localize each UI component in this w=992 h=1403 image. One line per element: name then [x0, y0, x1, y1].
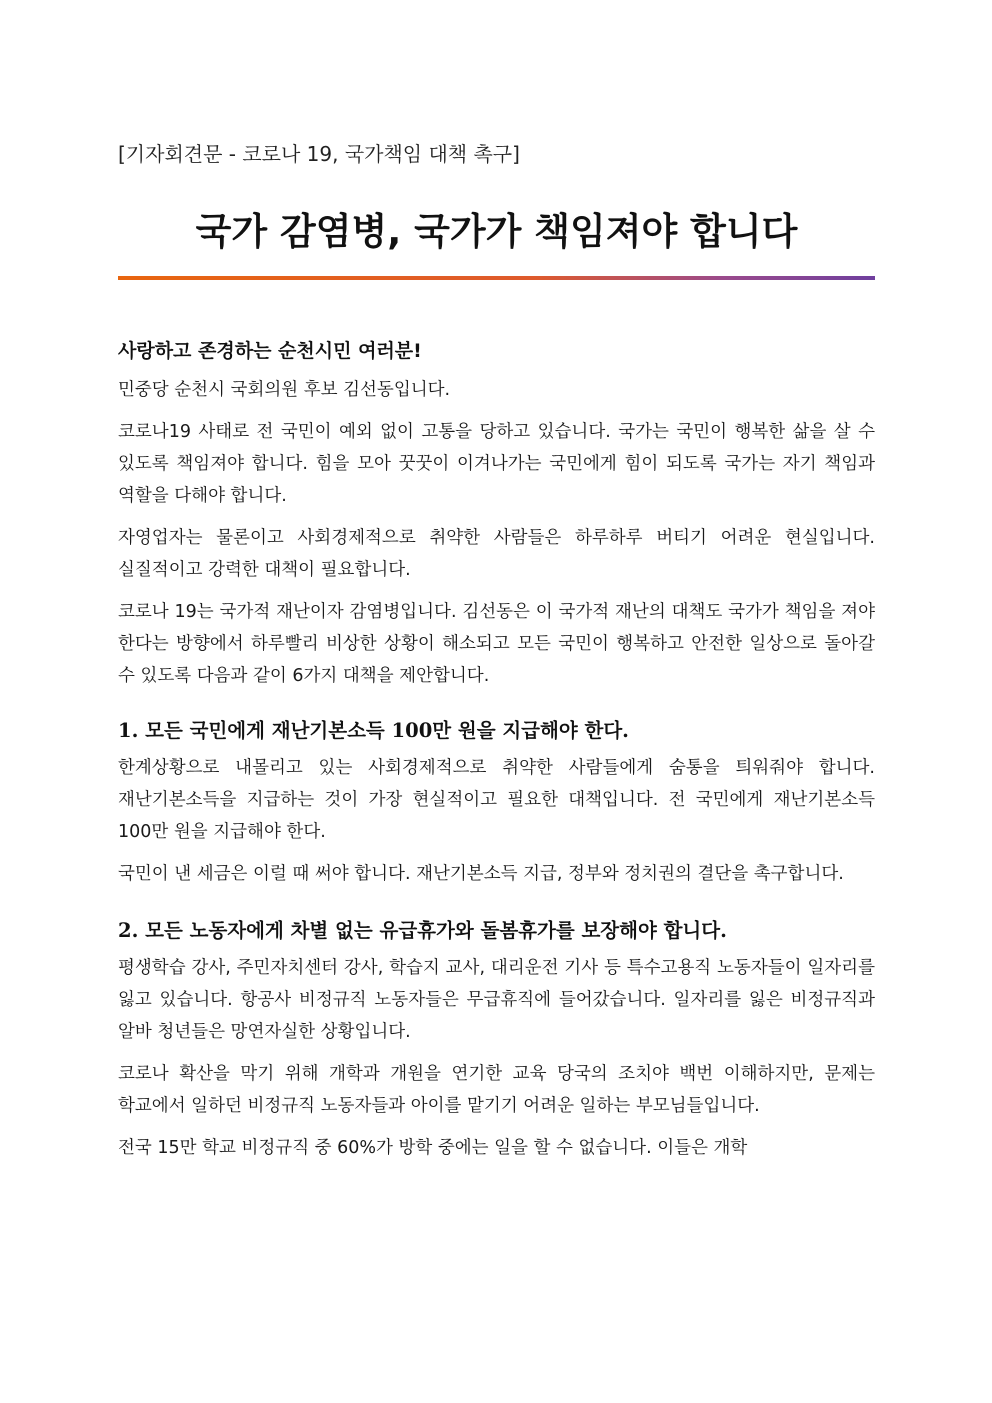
greeting: 사랑하고 존경하는 순천시민 여러분!: [118, 340, 422, 362]
intro-paragraph: 자영업자는 물론이고 사회경제적으로 취약한 사람들은 하루하루 버티기 어려운 현실입니다. 실질적이고 강력한 대책이 필요합니다.: [118, 528, 875, 580]
section-2-paragraph: 코로나 확산을 막기 위해 개학과 개원을 연기한 교육 당국의 조치야 백번 이해하지만, 문제는 학교에서 일하던 비정규직 노동자들과 아이를 맡기기 어려운 일하는 부모님들입니다.: [118, 1064, 875, 1116]
intro-paragraph: 코로나19 사태로 전 국민이 예외 없이 고통을 당하고 있습니다. 국가는 국민이 행복한 삶을 살 수 있도록 책임져야 합니다. 힘을 모아 꿋꿋이 이겨나가는 국민에게 힘이 되도록 국가는 자기 책임과 역할을 다해야 합니다.: [118, 422, 875, 506]
intro-paragraph: 코로나 19는 국가적 재난이자 감염병입니다. 김선동은 이 국가적 재난의 대책도 국가가 책임을 져야 한다는 방향에서 하루빨리 비상한 상황이 해소되고 모든 국민이 행복하고 안전한 일상으로 돌아갈 수 있도록 다음과 같이 6가지 대책을 제안합니다.: [118, 602, 875, 686]
section-1-paragraph: 국민이 낸 세금은 이럴 때 써야 합니다. 재난기본소득 지급, 정부와 정치권의 결단을 촉구합니다.: [118, 864, 844, 884]
document-body: [118, 336, 875, 1174]
section-heading-1: 1. 모든 국민에게 재난기본소득 100만 원을 지급해야 한다.: [118, 719, 629, 742]
title-divider: [118, 276, 875, 280]
section-2-paragraph: 평생학습 강사, 주민자치센터 강사, 학습지 교사, 대리운전 기사 등 특수고용직 노동자들이 일자리를 잃고 있습니다. 항공사 비정규직 노동자들은 무급휴직에 들어갔습니다. 일자리를 잃은 비정규직과 알바 청년들은 망연자실한 상황입니다.: [118, 958, 875, 1042]
section-heading-2: 2. 모든 노동자에게 차별 없는 유급휴가와 돌봄휴가를 보장해야 합니다.: [118, 919, 727, 942]
press-release-subtitle: [기자회견문 - 코로나 19, 국가책임 대책 촉구]: [118, 142, 520, 166]
section-2-paragraph: 전국 15만 학교 비정규직 중 60%가 방학 중에는 일을 할 수 없습니다. 이들은 개학: [118, 1138, 748, 1158]
intro-paragraph: 민중당 순천시 국회의원 후보 김선동입니다.: [118, 380, 451, 400]
page-title: 국가 감염병, 국가가 책임져야 합니다: [195, 210, 798, 253]
section-1-paragraph: 한계상황으로 내몰리고 있는 사회경제적으로 취약한 사람들에게 숨통을 틔워줘야 합니다. 재난기본소득을 지급하는 것이 가장 현실적이고 필요한 대책입니다. 전 국민에게 재난기본소득 100만 원을 지급해야 한다.: [118, 758, 875, 842]
